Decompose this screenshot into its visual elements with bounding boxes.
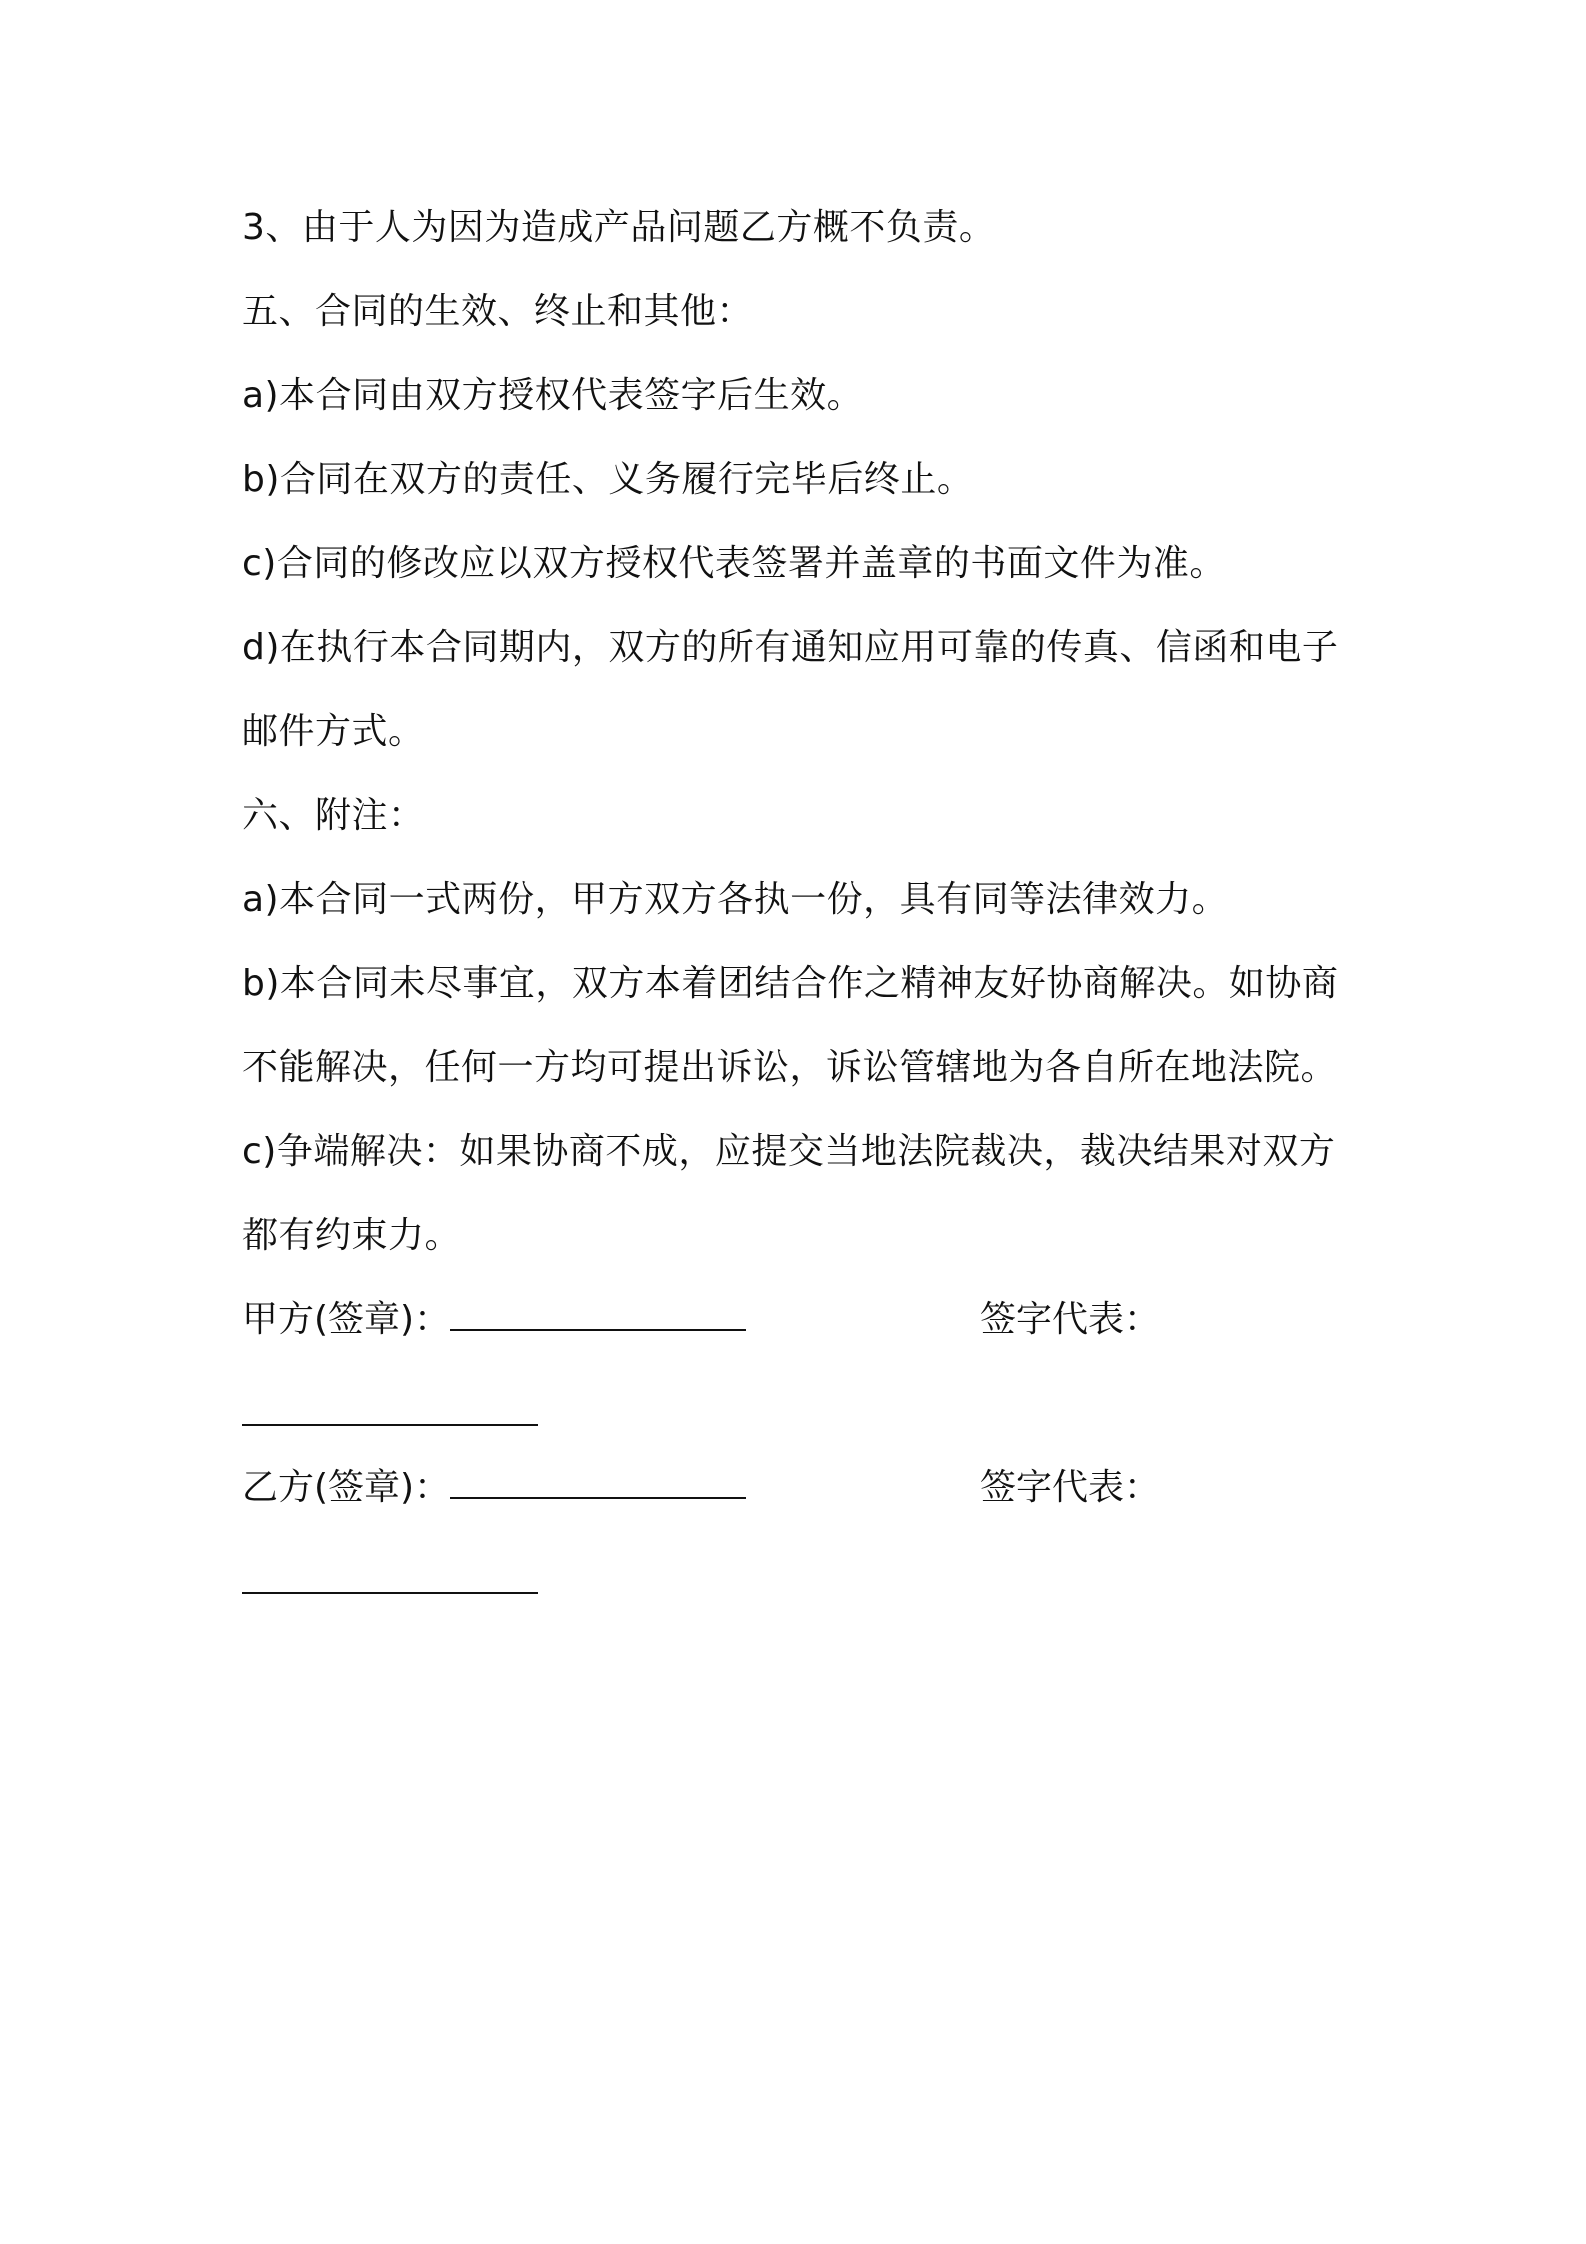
clause-5b: b)合同在双方的责任、义务履行完毕后终止。 [242, 459, 974, 500]
party-a-rep-blank [242, 1424, 538, 1426]
clause-6b: b)本合同未尽事宜，双方本着团结合作之精神友好协商解决。如协商不能解决，任何一方均可提出诉讼，诉讼管辖地为各自所在地法院。 [242, 963, 1339, 1088]
party-b-rep-blank [242, 1592, 538, 1594]
clause-5d: d)在执行本合同期内，双方的所有通知应用可靠的传真、信函和电子邮件方式。 [242, 627, 1339, 752]
party-b-signature-blank [450, 1469, 746, 1499]
section-6-heading: 六、附注： [242, 795, 425, 836]
party-a-label: 甲方(签章)： [242, 1299, 451, 1340]
clause-5a: a)本合同由双方授权代表签字后生效。 [242, 375, 864, 416]
section-5-heading: 五、合同的生效、终止和其他： [242, 291, 754, 332]
clause-3: 3、由于人为因为造成产品问题乙方概不负责。 [242, 207, 996, 248]
party-a-rep-label: 签字代表： [980, 1299, 1161, 1340]
party-a-signature-blank [450, 1301, 746, 1331]
party-b-signature-row [242, 1446, 746, 1530]
party-b-label: 乙方(签章)： [242, 1467, 451, 1508]
party-b-rep-label: 签字代表： [980, 1467, 1161, 1508]
clause-5c: c)合同的修改应以双方授权代表签署并盖章的书面文件为准。 [242, 543, 1226, 584]
clause-6c: c)争端解决：如果协商不成，应提交当地法院裁决，裁决结果对双方都有约束力。 [242, 1131, 1336, 1256]
clause-6a: a)本合同一式两份，甲方双方各执一份，具有同等法律效力。 [242, 879, 1229, 920]
party-a-signature-row [242, 1278, 746, 1362]
